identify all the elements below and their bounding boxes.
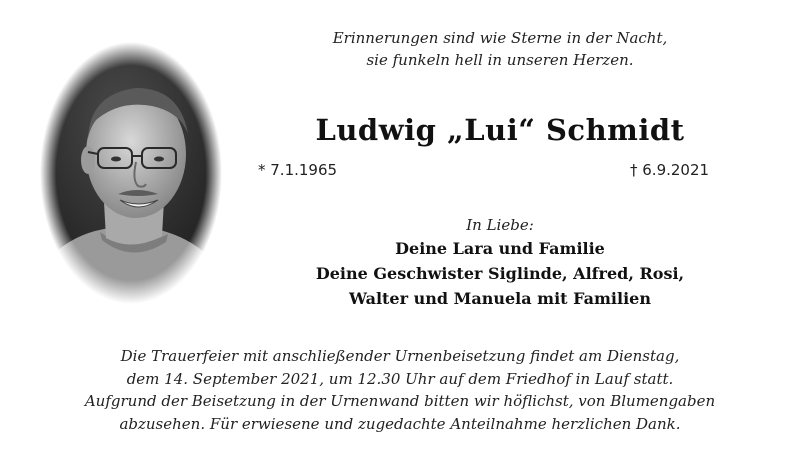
ceremony-line: Die Trauerfeier mit anschließender Urnenbeisetzung findet am Dienstag, bbox=[120, 347, 680, 365]
portrait-photo bbox=[40, 42, 222, 304]
mourners-section bbox=[262, 214, 738, 311]
mourner-line: Deine Lara und Familie bbox=[395, 239, 605, 258]
birth-date: * 7.1.1965 bbox=[258, 161, 338, 179]
ceremony-line: abzusehen. Für erwiesene und zugedachte Anteilnahme herzlichen Dank. bbox=[119, 414, 681, 433]
ceremony-info bbox=[30, 345, 770, 435]
mourners-intro: In Liebe: bbox=[466, 216, 534, 234]
motto-line-2: sie funkeln hell in unseren Herzen. bbox=[366, 51, 634, 69]
deceased-name: Ludwig „Lui“ Schmidt bbox=[315, 113, 685, 147]
ceremony-line: Aufgrund der Beisetzung in der Urnenwand bitten wir höflichst, von Blumengaben bbox=[84, 392, 716, 410]
motto-quote bbox=[290, 27, 710, 71]
mourner-line: Walter und Manuela mit Familien bbox=[349, 289, 651, 308]
portrait-image bbox=[40, 42, 222, 304]
death-date: † 6.9.2021 bbox=[630, 161, 710, 179]
ceremony-line: dem 14. September 2021, um 12.30 Uhr auf dem Friedhof in Lauf statt. bbox=[126, 369, 674, 388]
motto-line-1: Erinnerungen sind wie Sterne in der Nacht, bbox=[332, 29, 668, 47]
mourner-line: Deine Geschwister Siglinde, Alfred, Rosi, bbox=[315, 264, 685, 283]
